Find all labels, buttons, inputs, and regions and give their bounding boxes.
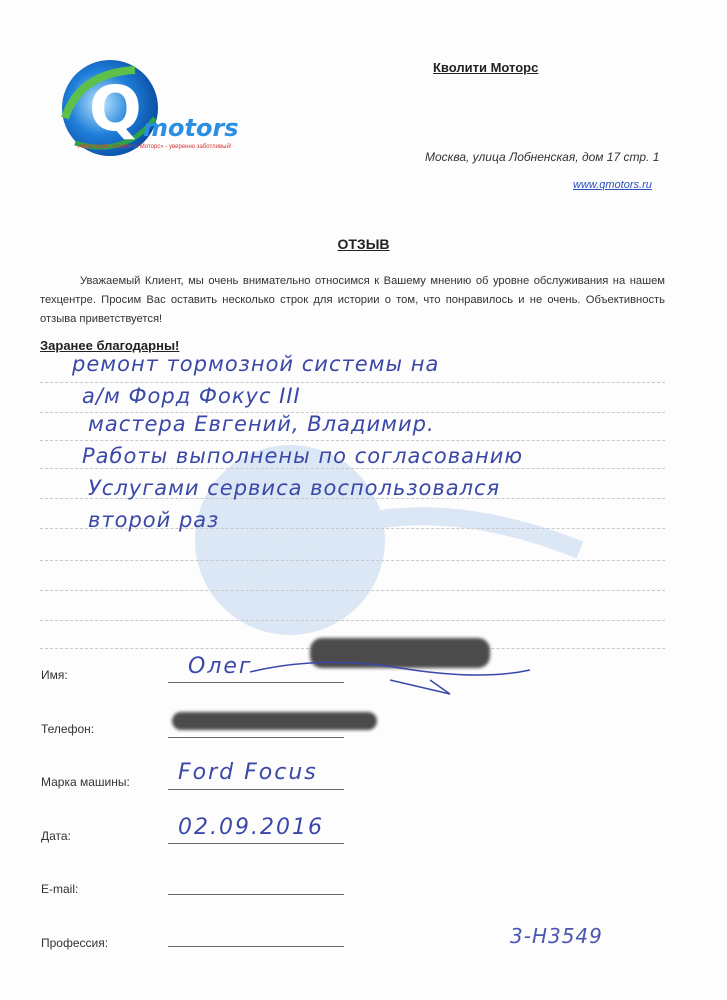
rule-line: [40, 620, 665, 621]
car-label: Марка машины:: [41, 775, 130, 789]
signature-scribble: [240, 650, 540, 700]
company-address: Москва, улица Лобненская, дом 17 стр. 1: [425, 150, 660, 164]
name-label: Имя:: [41, 668, 68, 682]
logo-word: motors: [143, 114, 239, 142]
rule-line: [40, 440, 665, 441]
intro-text: Уважаемый Клиент, мы очень внимательно относимся к Вашему мнению об уровне обслуживания на нашем техцентре. Просим Вас оставить несколько строк для истории о том, что понравилось и не очень. Объективность отзыва приветствуется!: [40, 275, 665, 325]
email-label: E-mail:: [41, 882, 79, 896]
phone-label: Телефон:: [41, 722, 95, 736]
review-line: ремонт тормозной системы на: [72, 352, 440, 376]
date-field-line[interactable]: [168, 843, 344, 844]
review-line: Услугами сервиса воспользовался: [88, 476, 501, 500]
company-website-link[interactable]: www.qmotors.ru: [573, 179, 652, 191]
reference-number: 3-Н3549: [510, 924, 603, 948]
page-title: ОТЗЫВ: [337, 236, 390, 252]
rule-line: [40, 560, 665, 561]
review-line: Работы выполнены по согласованию: [82, 444, 524, 468]
review-line: а/м Форд Фокус III: [82, 384, 301, 408]
redaction-mark: [172, 712, 377, 730]
logo-letter: Q: [89, 72, 142, 145]
car-value: Ford Focus: [178, 760, 318, 785]
car-field-line[interactable]: [168, 789, 344, 790]
review-line: мастера Евгений, Владимир.: [88, 412, 435, 436]
logo-caption: Автосервис «Кволити Моторс» - уверенно заботливый!: [78, 144, 232, 150]
thanks-heading: Заранее благодарны!: [40, 338, 180, 353]
profession-label: Профессия:: [41, 936, 109, 950]
name-value: Олег: [188, 654, 253, 679]
date-value: 02.09.2016: [178, 815, 324, 840]
profession-field-line[interactable]: [168, 946, 344, 947]
rule-line: [40, 468, 665, 469]
review-line: второй раз: [88, 508, 220, 532]
rule-line: [40, 382, 665, 383]
qmotors-logo: [55, 58, 245, 168]
date-label: Дата:: [41, 829, 71, 843]
company-name: Кволити Моторс: [433, 60, 539, 75]
rule-line: [40, 590, 665, 591]
email-field-line[interactable]: [168, 894, 344, 895]
phone-field-line[interactable]: [168, 737, 344, 738]
